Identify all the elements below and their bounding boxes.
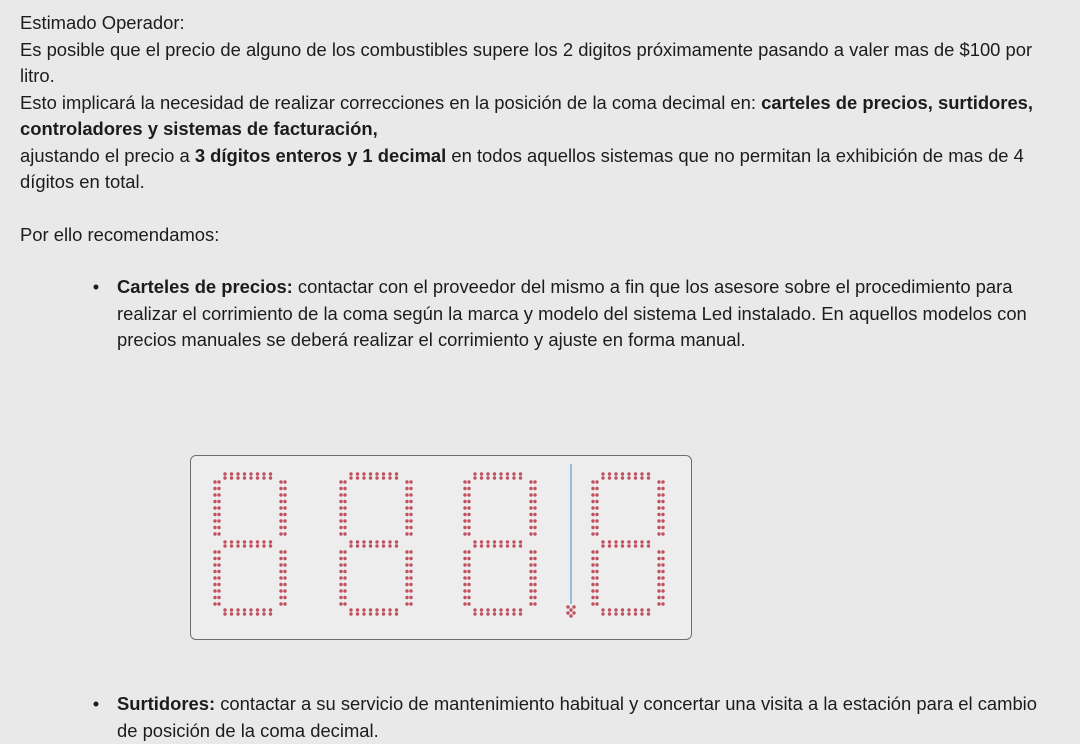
adjust-text-1: ajustando el precio a xyxy=(20,144,195,166)
led-price-display xyxy=(190,455,692,640)
bullet-title: Surtidores: xyxy=(117,693,216,714)
greeting-line: Estimado Operador: xyxy=(20,12,185,33)
recommendation-list-2 xyxy=(20,691,1060,744)
led-digit-8 xyxy=(463,472,536,615)
bullet-icon: • xyxy=(92,276,100,297)
paragraph-adjust xyxy=(20,143,1062,196)
adjust-bold: 3 dígitos enteros y 1 decimal xyxy=(194,144,447,166)
adjust-text-2: en todos aquellos sistemas que no permitan la exhibición de mas de 4 dígitos en total. xyxy=(20,144,1024,192)
bullet-text: contactar a su servicio de mantenimiento habitual y concertar una visita a la estación para el cambio de posición de la coma decimal. xyxy=(117,693,1037,741)
bullet-title: Carteles de precios: xyxy=(117,276,293,297)
led-digit-8 xyxy=(339,472,412,615)
list-item xyxy=(20,691,1060,744)
bullet-icon: • xyxy=(92,693,100,714)
corrections-text: Esto implicará la necesidad de realizar correcciones en la posición de la coma decimal en: xyxy=(20,91,762,113)
paragraph-corrections xyxy=(20,90,1062,143)
corrections-bold: carteles de precios, surtidores, controladores y sistemas de facturación, xyxy=(20,91,1034,139)
decimal-point xyxy=(566,605,575,617)
paragraph-price-notice: Es posible que el precio de alguno de los combustibles supere los 2 digitos próximamente pasando a valer mas de $100 por litro. xyxy=(20,38,1033,86)
recommend-heading: Por ello recomendamos: xyxy=(20,223,220,245)
list-item xyxy=(20,274,1062,354)
led-digits-illustration xyxy=(191,456,691,639)
led-digit-8 xyxy=(213,472,286,615)
led-digit-8 xyxy=(591,472,664,615)
bullet-text: contactar con el proveedor del mismo a fin que los asesore sobre el procedimiento para realizar el corrimiento de la coma según la marca y modelo del sistema Led instalado. En aquellos modelos con precios manuales se deberá realizar el corrimiento y ajuste en forma manual. xyxy=(117,276,1027,350)
recommendation-list xyxy=(20,274,1062,354)
